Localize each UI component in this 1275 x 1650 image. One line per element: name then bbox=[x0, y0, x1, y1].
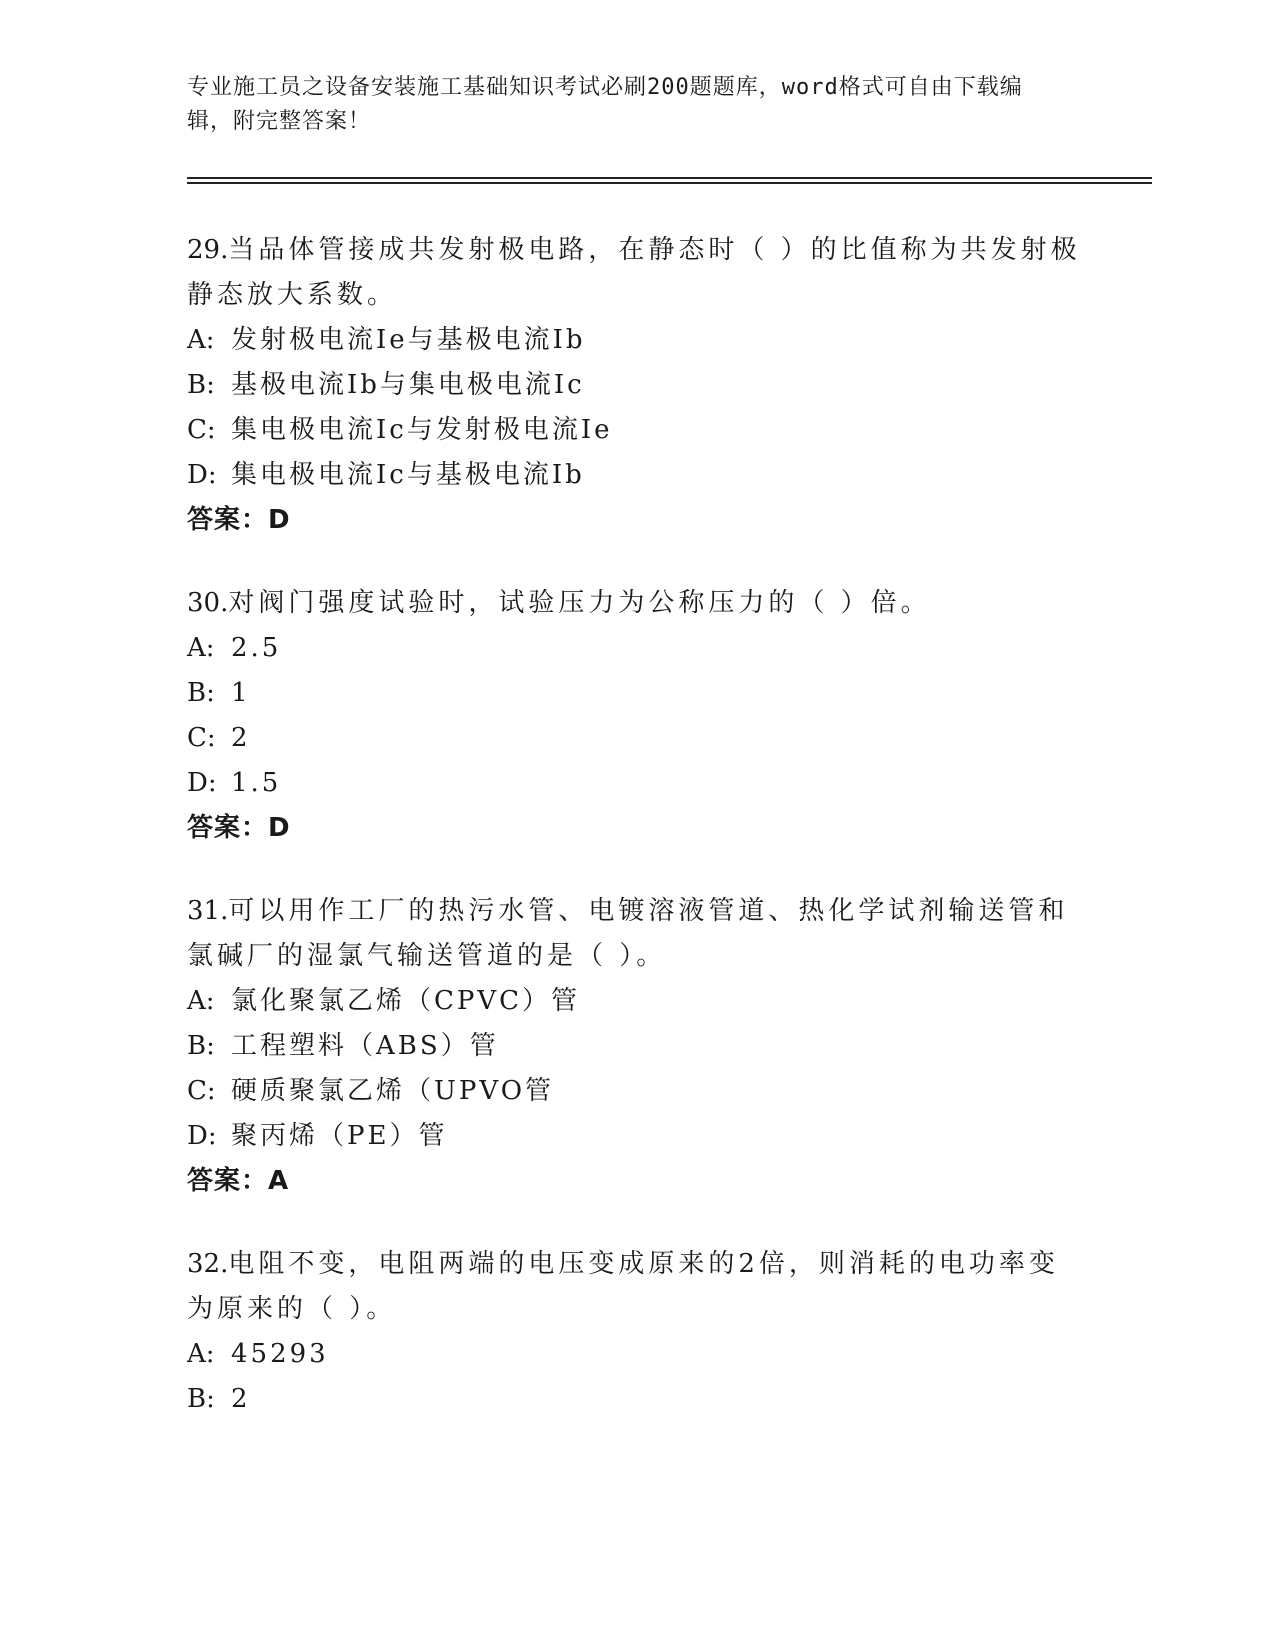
question-stem bbox=[187, 228, 1087, 318]
option-d bbox=[187, 453, 1087, 498]
header-divider-bottom bbox=[187, 182, 1152, 184]
option-text: 工程塑料（ABS）管 bbox=[231, 1031, 499, 1061]
question-text: 当品体管接成共发射极电路，在静态时（ ）的比值称为共发射极静态放大系数。 bbox=[187, 235, 1081, 310]
option-b bbox=[187, 363, 1087, 408]
question-29 bbox=[187, 228, 1087, 543]
question-stem bbox=[187, 1242, 1087, 1332]
option-text: 2 bbox=[231, 723, 251, 753]
question-number: 29. bbox=[187, 235, 229, 265]
option-c bbox=[187, 716, 1087, 761]
option-letter: A: bbox=[187, 325, 215, 355]
question-31 bbox=[187, 889, 1087, 1204]
question-text: 电阻不变，电阻两端的电压变成原来的2倍，则消耗的电功率变为原来的（ ）。 bbox=[187, 1249, 1059, 1324]
answer-label: 答案：D bbox=[187, 505, 291, 535]
question-stem bbox=[187, 581, 1087, 626]
option-letter: A: bbox=[187, 633, 215, 663]
option-letter: C: bbox=[187, 723, 216, 753]
option-b bbox=[187, 671, 1087, 716]
option-d bbox=[187, 761, 1087, 806]
answer-label: 答案：A bbox=[187, 1166, 290, 1196]
option-a bbox=[187, 1332, 1087, 1377]
option-letter: B: bbox=[187, 370, 215, 400]
question-30 bbox=[187, 581, 1087, 851]
document-header-title: 专业施工员之设备安装施工基础知识考试必刷200题题库，word格式可自由下载编辑，附完整答案！ bbox=[187, 75, 1023, 134]
question-stem bbox=[187, 889, 1087, 979]
question-list bbox=[187, 228, 1087, 1460]
option-a bbox=[187, 626, 1087, 671]
option-text: 基极电流Ib与集电极电流Ic bbox=[231, 370, 585, 400]
option-text: 1 bbox=[231, 678, 251, 708]
option-letter: D: bbox=[187, 768, 217, 798]
answer-label: 答案：D bbox=[187, 813, 291, 843]
question-32 bbox=[187, 1242, 1087, 1422]
option-a bbox=[187, 979, 1087, 1024]
question-text: 可以用作工厂的热污水管、电镀溶液管道、热化学试剂输送管和氯碱厂的湿氯气输送管道的是（ ）。 bbox=[187, 896, 1069, 971]
option-text: 发射极电流Ie与基极电流Ib bbox=[231, 325, 586, 355]
option-letter: D: bbox=[187, 1121, 217, 1151]
option-letter: C: bbox=[187, 415, 216, 445]
option-text: 集电极电流Ic与发射极电流Ie bbox=[231, 415, 613, 445]
option-text: 2.5 bbox=[231, 633, 282, 663]
header-divider-top bbox=[187, 177, 1152, 179]
option-b bbox=[187, 1024, 1087, 1069]
option-text: 氯化聚氯乙烯（CPVC）管 bbox=[231, 986, 581, 1016]
option-c bbox=[187, 408, 1087, 453]
option-d bbox=[187, 1114, 1087, 1159]
option-letter: C: bbox=[187, 1076, 216, 1106]
option-c bbox=[187, 1069, 1087, 1114]
option-text: 2 bbox=[231, 1384, 251, 1414]
option-b bbox=[187, 1377, 1087, 1422]
option-text: 1.5 bbox=[231, 768, 282, 798]
option-letter: B: bbox=[187, 678, 215, 708]
option-letter: D: bbox=[187, 460, 217, 490]
question-number: 31. bbox=[187, 896, 229, 926]
option-letter: B: bbox=[187, 1031, 215, 1061]
option-text: 聚丙烯（PE）管 bbox=[231, 1121, 448, 1151]
option-letter: A: bbox=[187, 986, 215, 1016]
option-text: 集电极电流Ic与基极电流Ib bbox=[231, 460, 585, 490]
question-number: 32. bbox=[187, 1249, 229, 1279]
option-text: 硬质聚氯乙烯（UPVO管 bbox=[231, 1076, 555, 1106]
option-letter: A: bbox=[187, 1339, 215, 1369]
question-number: 30. bbox=[187, 588, 229, 618]
question-text: 对阀门强度试验时，试验压力为公称压力的（ ）倍。 bbox=[228, 588, 931, 618]
option-text: 45293 bbox=[231, 1339, 329, 1369]
option-letter: B: bbox=[187, 1384, 215, 1414]
option-a bbox=[187, 318, 1087, 363]
